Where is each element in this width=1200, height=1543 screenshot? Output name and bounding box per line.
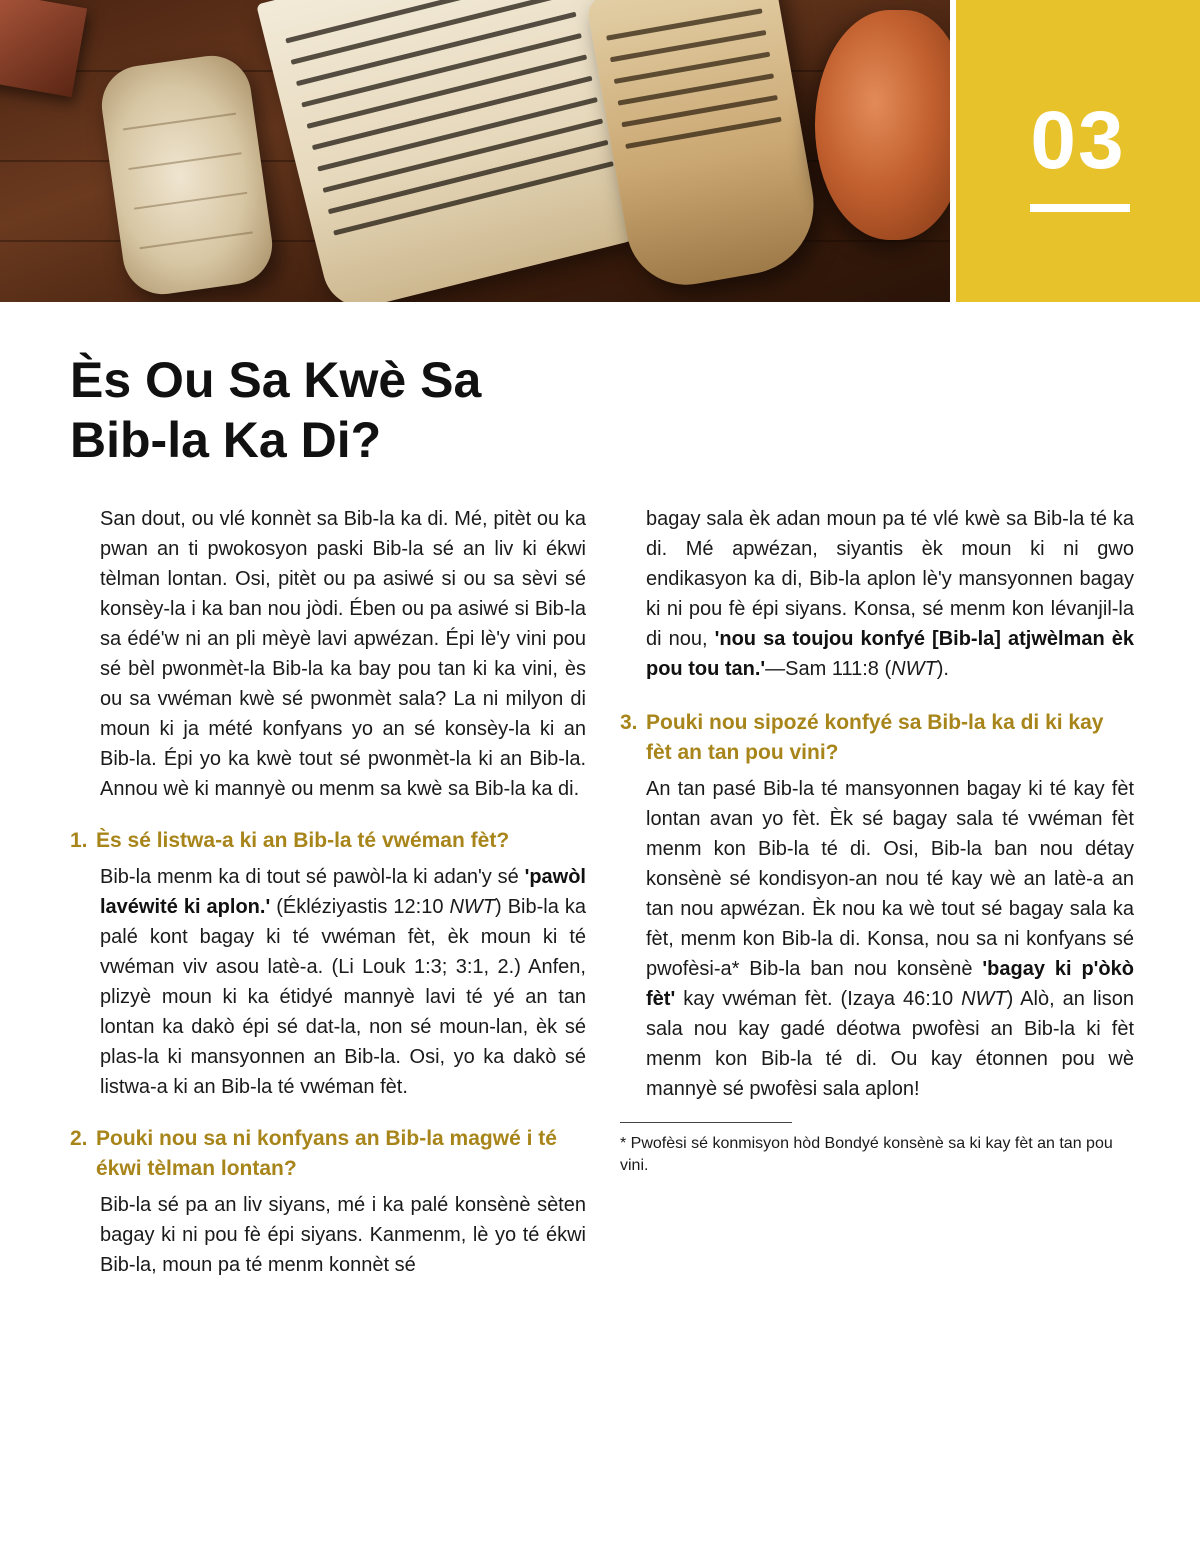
question-1-number: 1.: [70, 829, 88, 852]
chapter-number: 03: [1030, 95, 1126, 186]
rolled-scroll: [97, 51, 278, 300]
answer-2-paragraph-continued: bagay sala èk adan moun pa té vlé kwè sa Bib-la té ka di. Mé apwézan, siyantis èk moun ki ni gwo endikasyon ka di, Bib-la aplon lè'y mansyonnen bagay ki ni pou fè épi siyans. Konsa, sé menm kon lévanjil-la di nou, 'nou sa toujou konfyé [Bib-la] atjwèlman èk pou tou tan.'—Sam 111:8 (NWT).: [646, 508, 1134, 680]
header-photo: [0, 0, 950, 302]
question-2-text: Pouki nou sa ni konfyans an Bib-la magwé i té ékwi tèlman lontan?: [96, 1127, 557, 1180]
chapter-underline: [1030, 204, 1130, 212]
left-column: [70, 504, 586, 1280]
page-title: Ès Ou Sa Kwè Sa Bib-la Ka Di?: [70, 352, 482, 468]
footnote: * Pwofèsi sé konmisyon hòd Bondyé konsènè sa ki kay fèt an tan pou vini.: [620, 1135, 1113, 1174]
question-2: [70, 1124, 586, 1184]
question-3-number: 3.: [620, 711, 638, 734]
intro-paragraph: San dout, ou vlé konnèt sa Bib-la ka di. Mé, pitèt ou ka pwan an ti pwokosyon paski Bib-la sé an liv ki ékwi tèlman lontan. Osi, pitèt ou pa asiwé si ou sa sèvi sé konsèy-la i ka ban nou jòdi. Ében ou pa asiwé si Bib-la sa édé'w ni an pli mèyè lavi apwézan. Épi lè'y vini pou sé bèl pwonmèt-la Bib-la ka bay pou tan ki ka vini, ès ou sa vwéman kwè sé pwonmèt sala? La ni milyon di moun ki ja mété konfyans yo an sé konsèy-la ki an Bib-la. Épi yo ka kwè tout sé pwonmèt-la ki an Bib-la. Annou wè ki mannyè ou menm sa kwè sa Bib-la ka di.: [100, 508, 586, 800]
answer-1-paragraph: Bib-la menm ka di tout sé pawòl-la ki adan'y sé 'pawòl lavéwité ki aplon.' (Ékléziyastis 12:10 NWT) Bib-la ka palé kont bagay ki té vwéman fèt, èk moun ki té vwéman viv asou latè-a. (Li Louk 1:3; 3:1, 2.) Anfen, plizyè moun ki ka étidyé mannyè lavi té yé an tan lontan ka dakò épi sé dat-la, non sé moun-lan, èk sé plas-la ki mansyonnen an Bib-la. Osi, yo ka dakò sé listwa-a ki an Bib-la té vwéman fèt.: [100, 866, 586, 1098]
question-3-text: Pouki nou sipozé konfyé sa Bib-la ka di ki kay fèt an tan pou vini?: [646, 711, 1104, 764]
answer-2-emphasis: 'nou sa toujou konfyé [Bib-la] atjwèlman èk pou tou tan.': [646, 628, 1134, 680]
scroll-roll-right: [585, 0, 824, 294]
answer-1-emphasis: 'pawòl lavéwité ki aplon.': [100, 866, 586, 918]
footnote-divider: [620, 1122, 792, 1123]
question-1: [70, 826, 586, 856]
answer-2-paragraph-start: Bib-la sé pa an liv siyans, mé i ka palé konsènè sèten bagay ki ni pou fè épi siyans. Kanmenm, lè yo té ékwi Bib-la, moun pa té menm konnèt sé: [100, 1194, 586, 1276]
answer-3-emphasis: 'bagay ki p'òkò fèt': [646, 958, 1134, 1010]
clay-jar: [815, 10, 950, 240]
question-2-number: 2.: [70, 1127, 88, 1150]
answer-3-paragraph: An tan pasé Bib-la té mansyonnen bagay ki té kay fèt lontan avan yo fèt. Èk sé bagay sala té vwéman fèt menm kon Bib-la té di. Osi, Bib-la ban nou détay konsènè sé kondisyon-an nou té kay wè an latè-a an tan nou apwézan. Èk nou ka wè tout sé bagay sala ka fèt, menm kon Bib-la di. Konsa, nou sa ni konfyans sé pwofèsi-a* Bib-la ban nou konsènè 'bagay ki p'òkò fèt' kay vwéman fèt. (Izaya 46:10 NWT) Alò, an lison sala nou kay gadé déotwa pwofèsi an Bib-la ki fèt menm kon Bib-la té di. Ou kay étonnen pou wè mannyè sé pwofèsi sala aplon!: [646, 778, 1134, 1100]
question-1-text: Ès sé listwa-a ki an Bib-la té vwéman fèt?: [96, 829, 510, 852]
right-column: [620, 504, 1134, 1177]
chapter-badge: [956, 0, 1200, 302]
wooden-box: [0, 0, 87, 97]
question-3: [620, 708, 1134, 768]
